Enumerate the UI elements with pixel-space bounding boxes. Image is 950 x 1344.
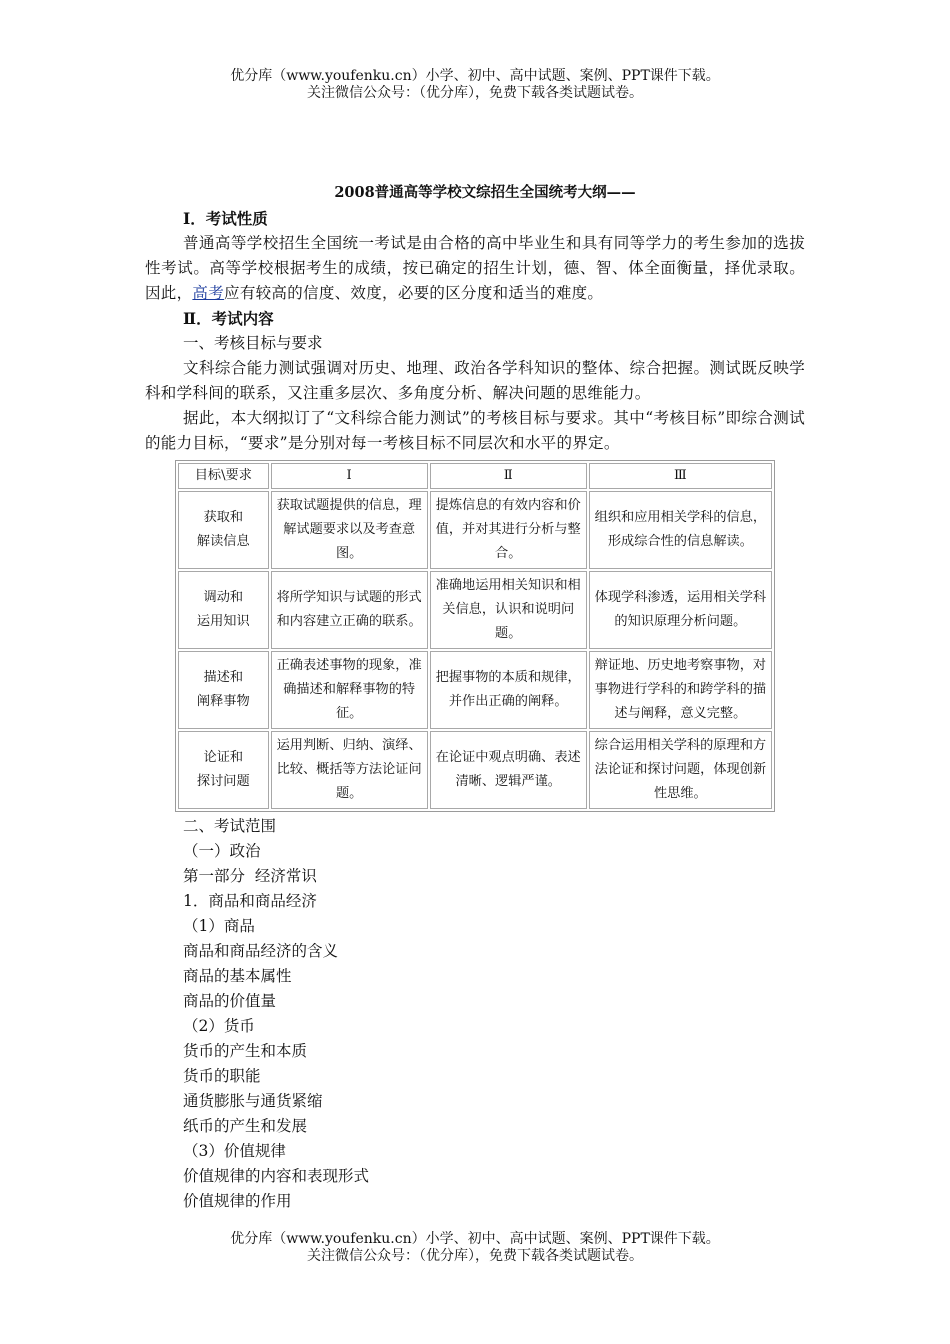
table-header-cell: 目标\要求 bbox=[178, 463, 269, 489]
list-item: 商品的基本属性 bbox=[183, 967, 292, 985]
row-label-cell bbox=[178, 491, 269, 569]
header-line-1: 优分库（www.youfenku.cn）小学、初中、高中试题、案例、PPT课件下载。 bbox=[230, 68, 720, 84]
page-footer bbox=[0, 1231, 950, 1265]
table-cell: 正确表述事物的现象，准确描述和解释事物的特征。 bbox=[271, 651, 428, 729]
document-body bbox=[145, 180, 805, 1214]
list-item: 纸币的产生和发展 bbox=[183, 1117, 308, 1135]
list-item: （一）政治 bbox=[183, 842, 261, 860]
table-header-row bbox=[178, 463, 772, 489]
row-label-cell bbox=[178, 571, 269, 649]
header-line-2: 关注微信公众号：（优分库），免费下载各类试题试卷。 bbox=[307, 85, 643, 101]
paragraph-2: 文科综合能力测试强调对历史、地理、政治各学科知识的整体、综合把握。测试既反映学科和学科间的联系，又注重多层次、多角度分析、解决问题的思维能力。 bbox=[145, 359, 805, 402]
section-2-heading: Ⅱ．考试内容 bbox=[183, 309, 274, 328]
list-item: 货币的职能 bbox=[183, 1067, 261, 1085]
list-item: 价值规律的作用 bbox=[183, 1192, 292, 1210]
row-label-cell bbox=[178, 731, 269, 809]
table-cell: 在论证中观点明确、表述清晰、逻辑严谨。 bbox=[430, 731, 587, 809]
table-header-cell: Ⅰ bbox=[271, 463, 428, 489]
row-label-line-2: 探讨问题 bbox=[196, 774, 250, 789]
table-row bbox=[178, 491, 772, 569]
table-row bbox=[178, 651, 772, 729]
row-label-line-1: 调动和 bbox=[203, 590, 244, 605]
list-item: 第一部分 经济常识 bbox=[183, 867, 317, 885]
objectives-table bbox=[175, 460, 775, 812]
table-cell: 运用判断、归纳、演绎、比较、概括等方法论证问题。 bbox=[271, 731, 428, 809]
paragraph-3: 据此，本大纲拟订了“文科综合能力测试”的考核目标与要求。其中“考核目标”即综合测试的能力目标，“要求”是分别对每一考核目标不同层次和水平的界定。 bbox=[145, 409, 805, 452]
table-cell: 把握事物的本质和规律，并作出正确的阐释。 bbox=[430, 651, 587, 729]
table-cell: 获取试题提供的信息，理解试题要求以及考查意图。 bbox=[271, 491, 428, 569]
table-row bbox=[178, 731, 772, 809]
row-label-line-2: 运用知识 bbox=[196, 614, 250, 629]
table-cell: 综合运用相关学科的原理和方法论证和探讨问题，体现创新性思维。 bbox=[589, 731, 772, 809]
page-header bbox=[0, 68, 950, 102]
gaokao-link[interactable]: 高考 bbox=[192, 284, 225, 302]
subsection-1-heading: 一、考核目标与要求 bbox=[183, 334, 323, 352]
list-item: （2）货币 bbox=[183, 1017, 255, 1035]
list-item: 1．商品和商品经济 bbox=[183, 892, 317, 910]
list-item: （3）价值规律 bbox=[183, 1142, 286, 1160]
list-item: （1）商品 bbox=[183, 917, 255, 935]
list-item: 商品和商品经济的含义 bbox=[183, 942, 339, 960]
row-label-line-2: 解读信息 bbox=[196, 534, 250, 549]
table-row bbox=[178, 571, 772, 649]
section-1-paragraph bbox=[145, 231, 805, 306]
list-item: 货币的产生和本质 bbox=[183, 1042, 308, 1060]
row-label-line-1: 获取和 bbox=[203, 510, 244, 525]
footer-line-1: 优分库（www.youfenku.cn）小学、初中、高中试题、案例、PPT课件下载。 bbox=[230, 1231, 720, 1247]
list-item: 商品的价值量 bbox=[183, 992, 277, 1010]
table-cell: 将所学知识与试题的形式和内容建立正确的联系。 bbox=[271, 571, 428, 649]
table-cell: 组织和应用相关学科的信息，形成综合性的信息解读。 bbox=[589, 491, 772, 569]
table-cell: 提炼信息的有效内容和价值，并对其进行分析与整合。 bbox=[430, 491, 587, 569]
table-cell: 准确地运用相关知识和相关信息，认识和说明问题。 bbox=[430, 571, 587, 649]
footer-line-2: 关注微信公众号：（优分库），免费下载各类试题试卷。 bbox=[307, 1248, 643, 1264]
list-item: 通货膨胀与通货紧缩 bbox=[183, 1092, 323, 1110]
list-item: 二、考试范围 bbox=[183, 817, 277, 835]
table-cell: 辩证地、历史地考察事物，对事物进行学科的和跨学科的描述与阐释，意义完整。 bbox=[589, 651, 772, 729]
section-1-text: 普通高等学校招生全国统一考试是由合格的高中毕业生和具有同等学力的考生参加的选拔性考试。高等学校根据考生的成绩，按已确定的招生计划，德、智、体全面衡量，择优录取。 因此， bbox=[145, 234, 805, 302]
section-1-heading: Ⅰ．考试性质 bbox=[183, 209, 268, 228]
list-item: 价值规律的内容和表现形式 bbox=[183, 1167, 370, 1185]
section-1-text-tail: 应有较高的信度、效度，必要的区分度和适当的难度。 bbox=[224, 284, 604, 302]
row-label-line-1: 描述和 bbox=[203, 670, 244, 685]
row-label-line-2: 阐释事物 bbox=[196, 694, 250, 709]
row-label-line-1: 论证和 bbox=[203, 750, 244, 765]
table-header-cell: Ⅱ bbox=[430, 463, 587, 489]
document-title: 2008普通高等学校文综招生全国统考大纲—— bbox=[334, 184, 636, 201]
table-cell: 体现学科渗透，运用相关学科的知识原理分析问题。 bbox=[589, 571, 772, 649]
table-header-cell: Ⅲ bbox=[589, 463, 772, 489]
row-label-cell bbox=[178, 651, 269, 729]
